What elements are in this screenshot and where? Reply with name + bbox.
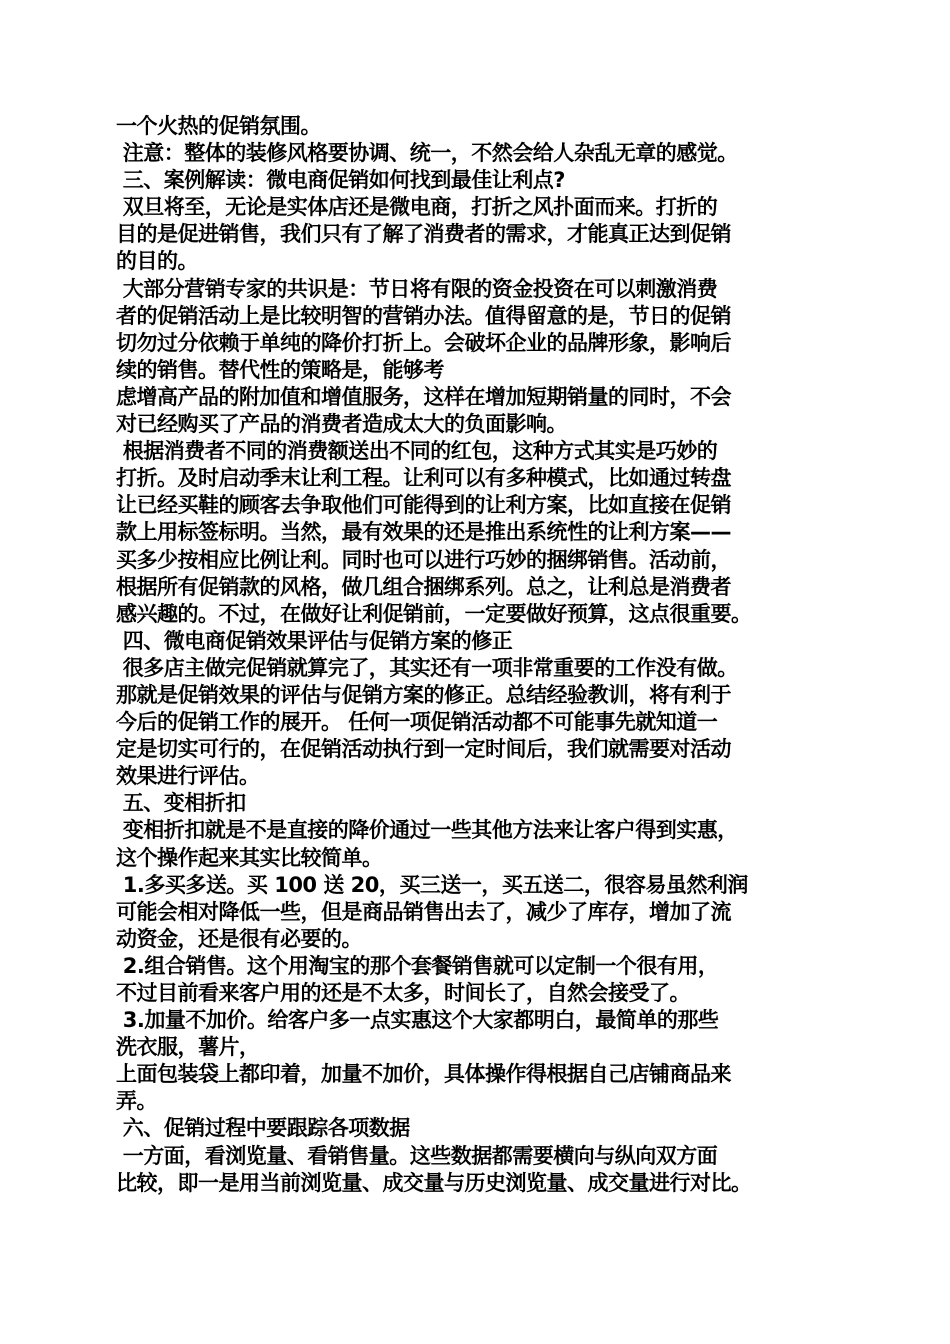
text-line: 感兴趣的。不过，在做好让利促销前，一定要做好预算，这点很重要。 [116, 601, 752, 626]
text-line: 的目的。 [116, 249, 198, 274]
text-line: 者的促销活动上是比较明智的营销办法。值得留意的是，节日的促销 [116, 303, 731, 328]
section-heading: 三、案例解读：微电商促销如何找到最佳让利点? [116, 168, 565, 193]
text-line: 虑增高产品的附加值和增值服务，这样在增加短期销量的同时，不会 [116, 384, 731, 409]
text-line: 买多少按相应比例让利。同时也可以进行巧妙的捆绑销售。活动前， [116, 547, 731, 572]
text-line: 对已经购买了产品的消费者造成太大的负面影响。 [116, 412, 567, 437]
text-line: 今后的促销工作的展开。 任何一项促销活动都不可能事先就知道一 [116, 710, 718, 735]
text-line: 上面包装袋上都印着，加量不加价，具体操作得根据自己店铺商品来 [116, 1062, 731, 1087]
section-heading: 四、微电商促销效果评估与促销方案的修正 [116, 628, 513, 653]
text-line: 让已经买鞋的顾客去争取他们可能得到的让利方案，比如直接在促销 [116, 493, 731, 518]
text-line: 注意：整体的装修风格要协调、统一，不然会给人杂乱无章的感觉。 [116, 141, 738, 166]
text-line: 洗衣服，薯片， [116, 1035, 260, 1060]
text-line: 效果进行评估。 [116, 764, 260, 789]
text-line: 比较，即一是用当前浏览量、成交量与历史浏览量、成交量进行对比。 [116, 1170, 752, 1195]
section-heading: 五、变相折扣 [116, 791, 246, 816]
list-item: 2.组合销售。这个用淘宝的那个套餐销售就可以定制一个很有用， [116, 953, 719, 978]
text-line: 定是切实可行的，在促销活动执行到一定时间后，我们就需要对活动 [116, 737, 731, 762]
text-line: 目的是促进销售，我们只有了解了消费者的需求，才能真正达到促销 [116, 222, 731, 247]
text-line: 可能会相对降低一些，但是商品销售出去了，减少了库存，增加了流 [116, 899, 731, 924]
text-line: 款上用标签标明。当然，最有效果的还是推出系统性的让利方案—— [116, 520, 731, 545]
list-item: 1.多买多送。买 100 送 20，买三送一，买五送二，很容易虽然利润 [116, 872, 748, 897]
text-line: 那就是促销效果的评估与促销方案的修正。总结经验教训，将有利于 [116, 682, 731, 707]
text-line: 切勿过分依赖于单纯的降价打折上。会破坏企业的品牌形象，影响后 [116, 330, 731, 355]
text-line: 变相折扣就是不是直接的降价通过一些其他方法来让客户得到实惠， [116, 818, 738, 843]
text-line: 很多店主做完促销就算完了，其实还有一项非常重要的工作没有做。 [116, 655, 738, 680]
text-line: 双旦将至，无论是实体店还是微电商，打折之风扑面而来。打折的 [116, 195, 718, 220]
text-line: 动资金，还是很有必要的。 [116, 926, 362, 951]
text-line: 续的销售。替代性的策略是，能够考 [116, 357, 444, 382]
text-line: 这个操作起来其实比较简单。 [116, 845, 383, 870]
section-heading: 六、促销过程中要跟踪各项数据 [116, 1116, 410, 1141]
text-line: 打折。及时启动季末让利工程。让利可以有多种模式，比如通过转盘 [116, 466, 731, 491]
text-line: 一个火热的促销氛围。 [116, 114, 321, 138]
text-line: 弄。 [116, 1089, 157, 1114]
text-line: 不过目前看来客户用的还是不太多，时间长了，自然会接受了。 [116, 981, 690, 1005]
list-item: 3.加量不加价。给客户多一点实惠这个大家都明白，最简单的那些 [116, 1008, 719, 1033]
document-body [116, 113, 856, 1197]
text-line: 根据所有促销款的风格，做几组合捆绑系列。总之，让利总是消费者 [116, 574, 731, 599]
text-line: 大部分营销专家的共识是：节日将有限的资金投资在可以刺激消费 [116, 276, 718, 301]
text-line: 一方面，看浏览量、看销售量。这些数据都需要横向与纵向双方面 [116, 1143, 718, 1168]
text-line: 根据消费者不同的消费额送出不同的红包，这种方式其实是巧妙的 [116, 439, 718, 464]
